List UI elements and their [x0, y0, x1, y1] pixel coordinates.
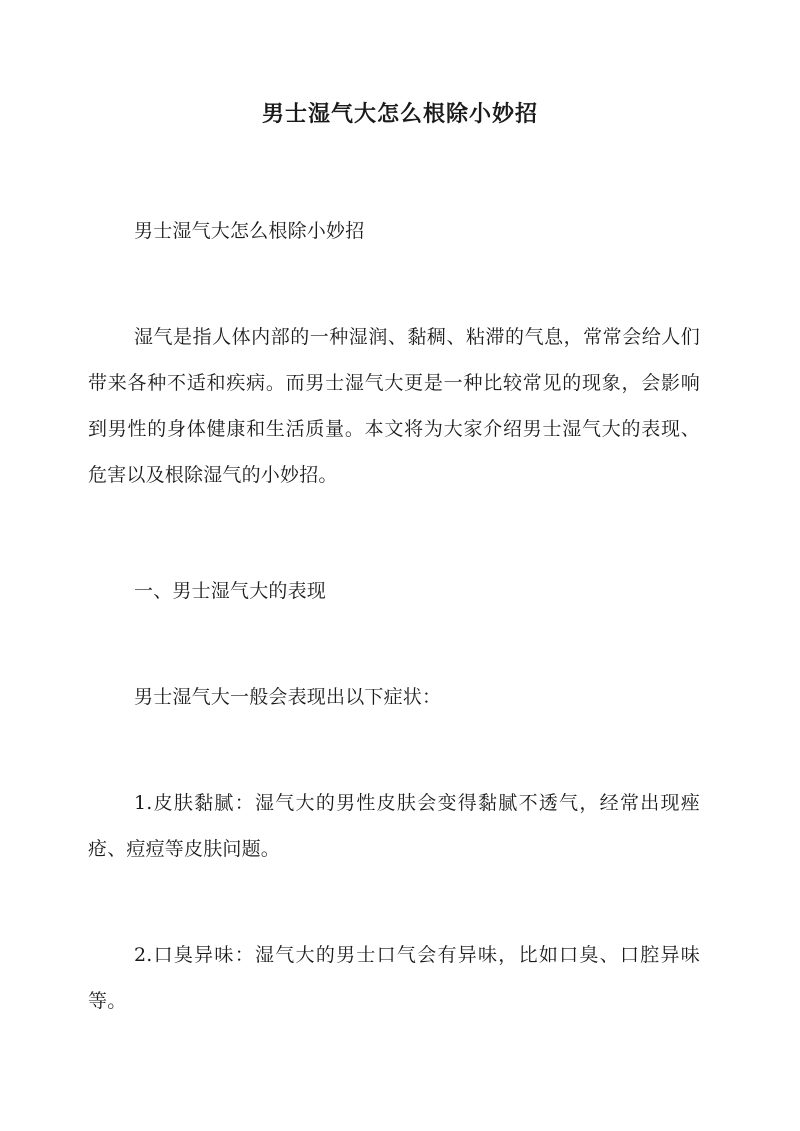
- symptoms-intro-paragraph: 男士湿气大一般会表现出以下症状：: [134, 686, 442, 708]
- page-title: 男士湿气大怎么根除小妙招: [261, 101, 538, 127]
- intro-paragraph: 湿气是指人体内部的一种湿润、黏稠、粘滞的气息，常常会给人们带来各种不适和疾病。而男士湿气大更是一种比较常见的现象，会影响到男性的身体健康和生活质量。本文将为大家介绍男士湿气大的表现、危害以及根除湿气的小妙招。: [88, 326, 700, 486]
- symptom-item-1: 1.皮肤黏腻：湿气大的男性皮肤会变得黏腻不透气，经常出现痤疮、痘痘等皮肤问题。: [88, 792, 700, 860]
- section-heading: 一、男士湿气大的表现: [134, 580, 327, 602]
- subtitle-paragraph: 男士湿气大怎么根除小妙招: [134, 220, 365, 242]
- symptom-item-2: 2.口臭异味：湿气大的男士口气会有异味，比如口臭、口腔异味等。: [88, 944, 700, 1012]
